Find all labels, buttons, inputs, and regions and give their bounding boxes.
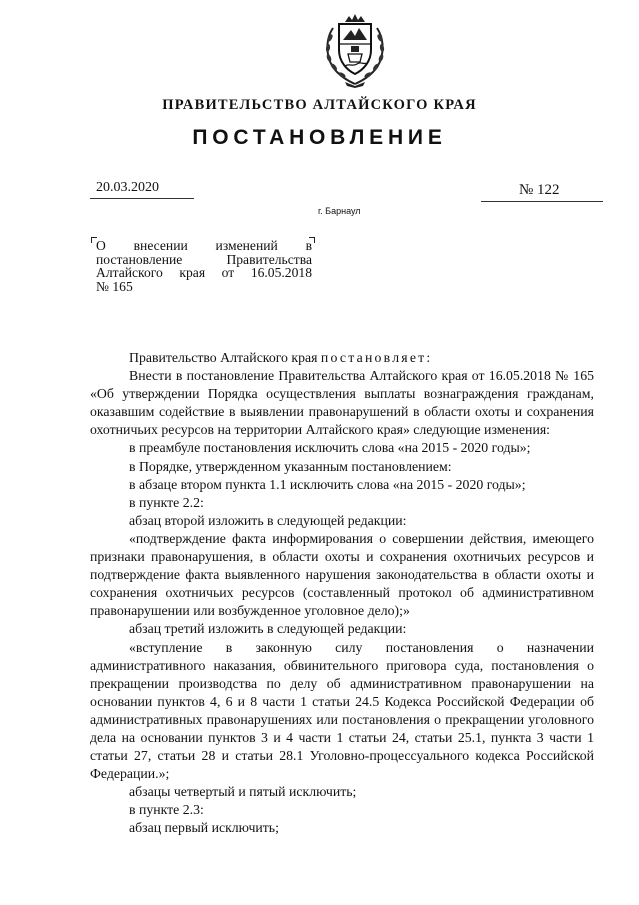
- paragraph: «вступление в законную силу постановления о назначении административного наказания, обвинительного приговора суда, постановления о прекращении производства по делу об административном правонарушении на основании пунктов 4, 6 и 8 части 1 статьи 24.5 Кодекса Российской Федерации об административных правонарушениях или постановления о прекращении уголовного дела на основании пунктов 3 и 4 части 1 статьи 24, статьи 25.1, пункта 3 части 1 статьи 27, статьи 28 и статьи 28.1 Уголовно-процессуального кодекса Российской Федерации.»;: [90, 639, 594, 782]
- subject-block: [96, 239, 312, 293]
- subject-line: Алтайского края от 16.05.2018: [96, 265, 312, 281]
- paragraph: абзац третий изложить в следующей редакции:: [129, 621, 407, 637]
- date-underline: [90, 198, 194, 199]
- paragraph: абзац второй изложить в следующей редакции:: [129, 512, 407, 528]
- intro-text: Правительство Алтайского края: [129, 350, 321, 365]
- organization-title: ПРАВИТЕЛЬСТВО АЛТАЙСКОГО КРАЯ: [162, 97, 477, 113]
- subject-line: О внесении изменений в: [96, 238, 312, 253]
- paragraph: в пункте 2.3:: [129, 802, 204, 818]
- city: г. Барнаул: [318, 206, 361, 216]
- paragraph: в преамбуле постановления исключить слова «на 2015 - 2020 годы»;: [129, 440, 531, 456]
- paragraph: Внести в постановление Правительства Алтайского края от 16.05.2018 № 165 «Об утверждении Порядка осуществления выплаты вознаграждения гражданам, оказавшим содействие в выявлении правонарушений в области охоты и сохранения охотничьих ресурсов на территории Алтайского края» следующие изменения:: [90, 368, 594, 438]
- paragraph: «подтверждение факта информирования о совершении действия, имеющего признаки правонарушения, в области охоты и сохранения охотничьих ресурсов и подтверждение факта выявленного нарушения законодательства в области охоты и сохранения охотничьих ресурсов (составленный протокол об административном правонарушении или возбужденное уголовное дело);»: [90, 530, 594, 619]
- intro-paragraph: [90, 349, 594, 367]
- document-type: ПОСТАНОВЛЕНИЕ: [192, 126, 447, 149]
- document-date: 20.03.2020: [96, 180, 159, 195]
- intro-colon: :: [426, 350, 431, 365]
- paragraph: в абзаце втором пункта 1.1 исключить слова «на 2015 - 2020 годы»;: [129, 476, 526, 492]
- document-number: № 122: [519, 182, 560, 198]
- resolves-word: постановляет: [320, 350, 427, 365]
- coat-of-arms-emblem: [319, 10, 391, 88]
- document-body: [90, 349, 594, 838]
- paragraph: в Порядке, утвержденном указанным постановлением:: [129, 458, 452, 474]
- subject-line: № 165: [96, 278, 133, 294]
- subject-line: постановление Правительства: [96, 251, 312, 267]
- paragraph: в пункте 2.2:: [129, 494, 204, 510]
- number-underline: [481, 201, 603, 202]
- paragraph: абзац первый исключить;: [129, 820, 279, 836]
- paragraph: абзацы четвертый и пятый исключить;: [129, 784, 357, 800]
